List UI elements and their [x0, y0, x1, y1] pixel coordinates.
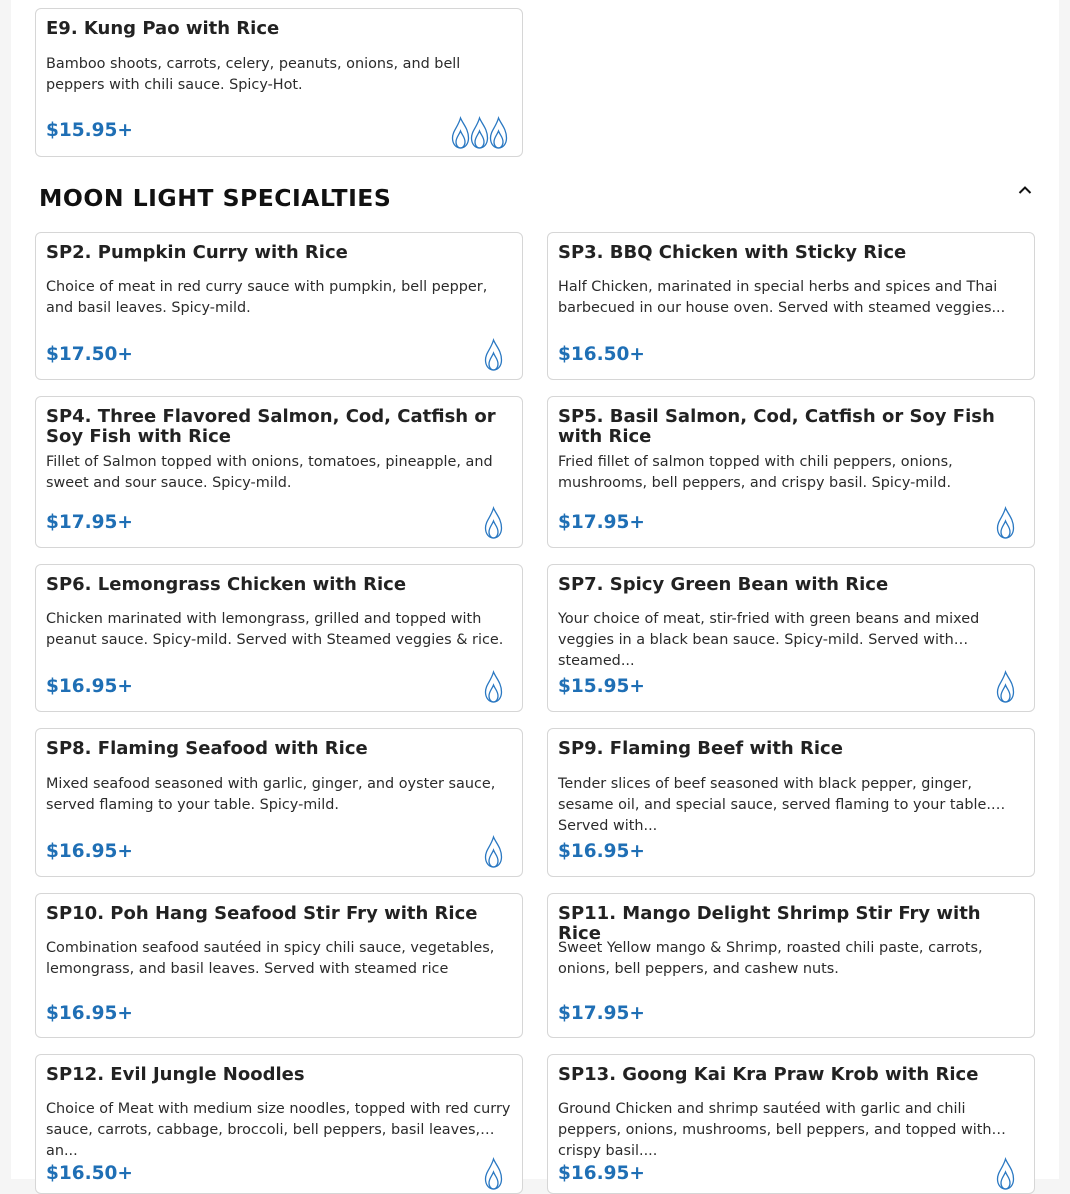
menu-item-price: $16.50+ — [558, 344, 645, 365]
menu-item-title: SP7. Spicy Green Bean with Rice — [558, 574, 889, 595]
menu-item-description: Combination seafood sautéed in spicy chili sauce, vegetables, lemongrass, and basil leaves. Served with steamed rice — [46, 940, 495, 977]
flame-icon — [489, 117, 508, 149]
spice-level — [484, 507, 503, 539]
menu-item-card[interactable] — [35, 1054, 523, 1194]
menu-item-card[interactable] — [35, 396, 523, 548]
menu-item-card[interactable] — [547, 893, 1035, 1038]
menu-item-description: Chicken marinated with lemongrass, grilled and topped with peanut sauce. Spicy-mild. Served with Steamed veggies & rice. — [46, 611, 504, 648]
menu-item-card[interactable] — [547, 728, 1035, 877]
flame-icon — [996, 1158, 1015, 1190]
spice-level — [484, 339, 503, 371]
menu-item-title: E9. Kung Pao with Rice — [46, 18, 280, 39]
collapse-section-button[interactable] — [1015, 180, 1035, 200]
menu-item-price: $17.50+ — [46, 344, 133, 365]
menu-page — [11, 0, 1059, 1184]
menu-item-card[interactable] — [35, 728, 523, 877]
menu-item-title: SP2. Pumpkin Curry with Rice — [46, 242, 348, 263]
menu-item-card[interactable] — [35, 8, 523, 157]
spice-level — [451, 117, 508, 149]
menu-item-price: $17.95+ — [558, 512, 645, 533]
menu-item-price: $17.95+ — [46, 512, 133, 533]
menu-item-description: Fillet of Salmon topped with onions, tomatoes, pineapple, and sweet and sour sauce. Spicy-mild. — [46, 454, 493, 491]
flame-icon — [996, 671, 1015, 703]
menu-item-price: $17.95+ — [558, 1003, 645, 1024]
spice-level — [484, 836, 503, 868]
menu-item-card[interactable] — [35, 232, 523, 380]
menu-item-description: Fried fillet of salmon topped with chili peppers, onions, mushrooms, bell peppers, and crispy basil. Spicy-mild. — [558, 454, 953, 491]
chevron-up-icon — [1018, 185, 1032, 195]
flame-icon — [484, 1158, 503, 1190]
flame-icon — [484, 339, 503, 371]
menu-item-description: Your choice of meat, stir-fried with green beans and mixed veggies in a black bean sauce. Spicy-mild. Served with steamed... — [558, 611, 980, 669]
menu-item-card[interactable] — [547, 564, 1035, 712]
flame-icon — [996, 507, 1015, 539]
menu-item-description: Sweet Yellow mango & Shrimp, roasted chili paste, carrots, onions, bell peppers, and cashew nuts. — [558, 940, 983, 977]
menu-item-card[interactable] — [547, 1054, 1035, 1194]
menu-item-title: SP6. Lemongrass Chicken with Rice — [46, 574, 407, 595]
menu-item-price: $16.95+ — [558, 841, 645, 862]
spice-level — [996, 507, 1015, 539]
menu-item-card[interactable] — [35, 564, 523, 712]
menu-item-title: SP3. BBQ Chicken with Sticky Rice — [558, 242, 907, 263]
menu-item-description: Mixed seafood seasoned with garlic, ginger, and oyster sauce, served flaming to your table. Spicy-mild. — [46, 776, 496, 813]
menu-item-price: $15.95+ — [558, 676, 645, 697]
menu-item-price: $16.50+ — [46, 1163, 133, 1184]
menu-item-description: Choice of meat in red curry sauce with pumpkin, bell pepper, and basil leaves. Spicy-mild. — [46, 279, 488, 316]
menu-item-description: Tender slices of beef seasoned with black pepper, ginger, sesame oil, and special sauce, served flaming to your table. Served with... — [558, 776, 991, 834]
menu-item-title: SP13. Goong Kai Kra Praw Krob with Rice — [558, 1064, 979, 1085]
menu-item-card[interactable] — [547, 232, 1035, 380]
menu-item-title: SP4. Three Flavored Salmon, Cod, Catfish or Soy Fish with Rice — [46, 406, 496, 447]
spice-level — [996, 1158, 1015, 1190]
menu-item-title: SP9. Flaming Beef with Rice — [558, 738, 843, 759]
spice-level — [484, 671, 503, 703]
menu-item-title: SP10. Poh Hang Seafood Stir Fry with Rice — [46, 903, 478, 924]
menu-item-price: $15.95+ — [46, 120, 133, 141]
spice-level — [484, 1158, 503, 1190]
menu-item-description: Ground Chicken and shrimp sautéed with garlic and chili peppers, onions, mushrooms, bell peppers, and topped with crispy basil.... — [558, 1101, 992, 1159]
menu-item-title: SP12. Evil Jungle Noodles — [46, 1064, 305, 1085]
menu-item-card[interactable] — [547, 396, 1035, 548]
menu-item-card[interactable] — [35, 893, 523, 1038]
flame-icon — [484, 671, 503, 703]
flame-icon — [484, 836, 503, 868]
flame-icon — [470, 117, 489, 149]
menu-item-price: $16.95+ — [46, 1003, 133, 1024]
menu-item-price: $16.95+ — [46, 676, 133, 697]
spice-level — [996, 671, 1015, 703]
flame-icon — [484, 507, 503, 539]
menu-item-description: Bamboo shoots, carrots, celery, peanuts, onions, and bell peppers with chili sauce. Spicy-Hot. — [46, 56, 461, 93]
section-title: MOON LIGHT SPECIALTIES — [39, 184, 392, 212]
menu-item-title: SP5. Basil Salmon, Cod, Catfish or Soy Fish with Rice — [558, 406, 995, 447]
menu-item-title: SP11. Mango Delight Shrimp Stir Fry with Rice — [558, 903, 981, 944]
menu-item-description: Choice of Meat with medium size noodles, topped with red curry sauce, carrots, cabbage, broccoli, bell peppers, basil leaves, an... — [46, 1101, 511, 1159]
menu-item-price: $16.95+ — [558, 1163, 645, 1184]
flame-icon — [451, 117, 470, 149]
menu-item-description: Half Chicken, marinated in special herbs and spices and Thai barbecued in our house oven. Served with steamed veggies... — [558, 279, 1006, 316]
menu-item-title: SP8. Flaming Seafood with Rice — [46, 738, 368, 759]
menu-item-price: $16.95+ — [46, 841, 133, 862]
